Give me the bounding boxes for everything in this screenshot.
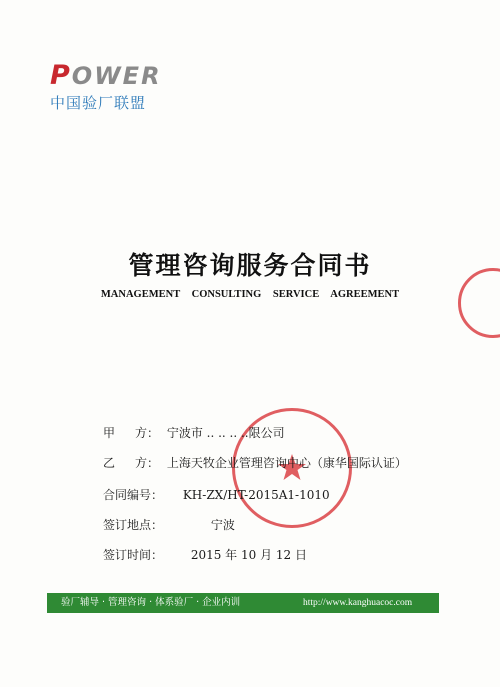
sign-place-row: 签订地点： 宁波 [103,518,235,532]
party-a-value: 宁波市 .. .. .. ..限公司 [166,426,285,440]
contract-number-value: KH-ZX/HT-2015A1-1010 [182,488,330,502]
sign-time-value: 2015 年 10 月 12 日 [190,548,307,562]
footer-services: 验厂辅导 · 管理咨询 · 体系验厂 · 企业内训 [61,597,241,608]
document-subtitle: MANAGEMENT CONSULTING SERVICE AGREEMENT [100,289,400,300]
footer-banner [47,593,439,613]
contract-number-row: 合同编号： KH-ZX/HT-2015A1-1010 [103,488,330,502]
party-a-row: 甲 方： 宁波市 .. .. .. ..限公司 [103,426,285,440]
document-title: 管理咨询服务合同书 [128,251,372,280]
logo-wordmark: POWER [50,60,162,91]
party-b-row: 乙 方： 上海天牧企业管理咨询中心（康华国际认证） [103,456,407,470]
logo-subtitle: 中国验厂联盟 [50,94,147,112]
sign-time-row: 签订时间： 2015 年 10 月 12 日 [103,548,307,562]
party-b-value: 上海天牧企业管理咨询中心（康华国际认证） [166,456,407,470]
company-logo [50,60,190,113]
sign-place-value: 宁波 [210,518,235,532]
footer-url: http://www.kanghuacoc.com [303,598,413,608]
